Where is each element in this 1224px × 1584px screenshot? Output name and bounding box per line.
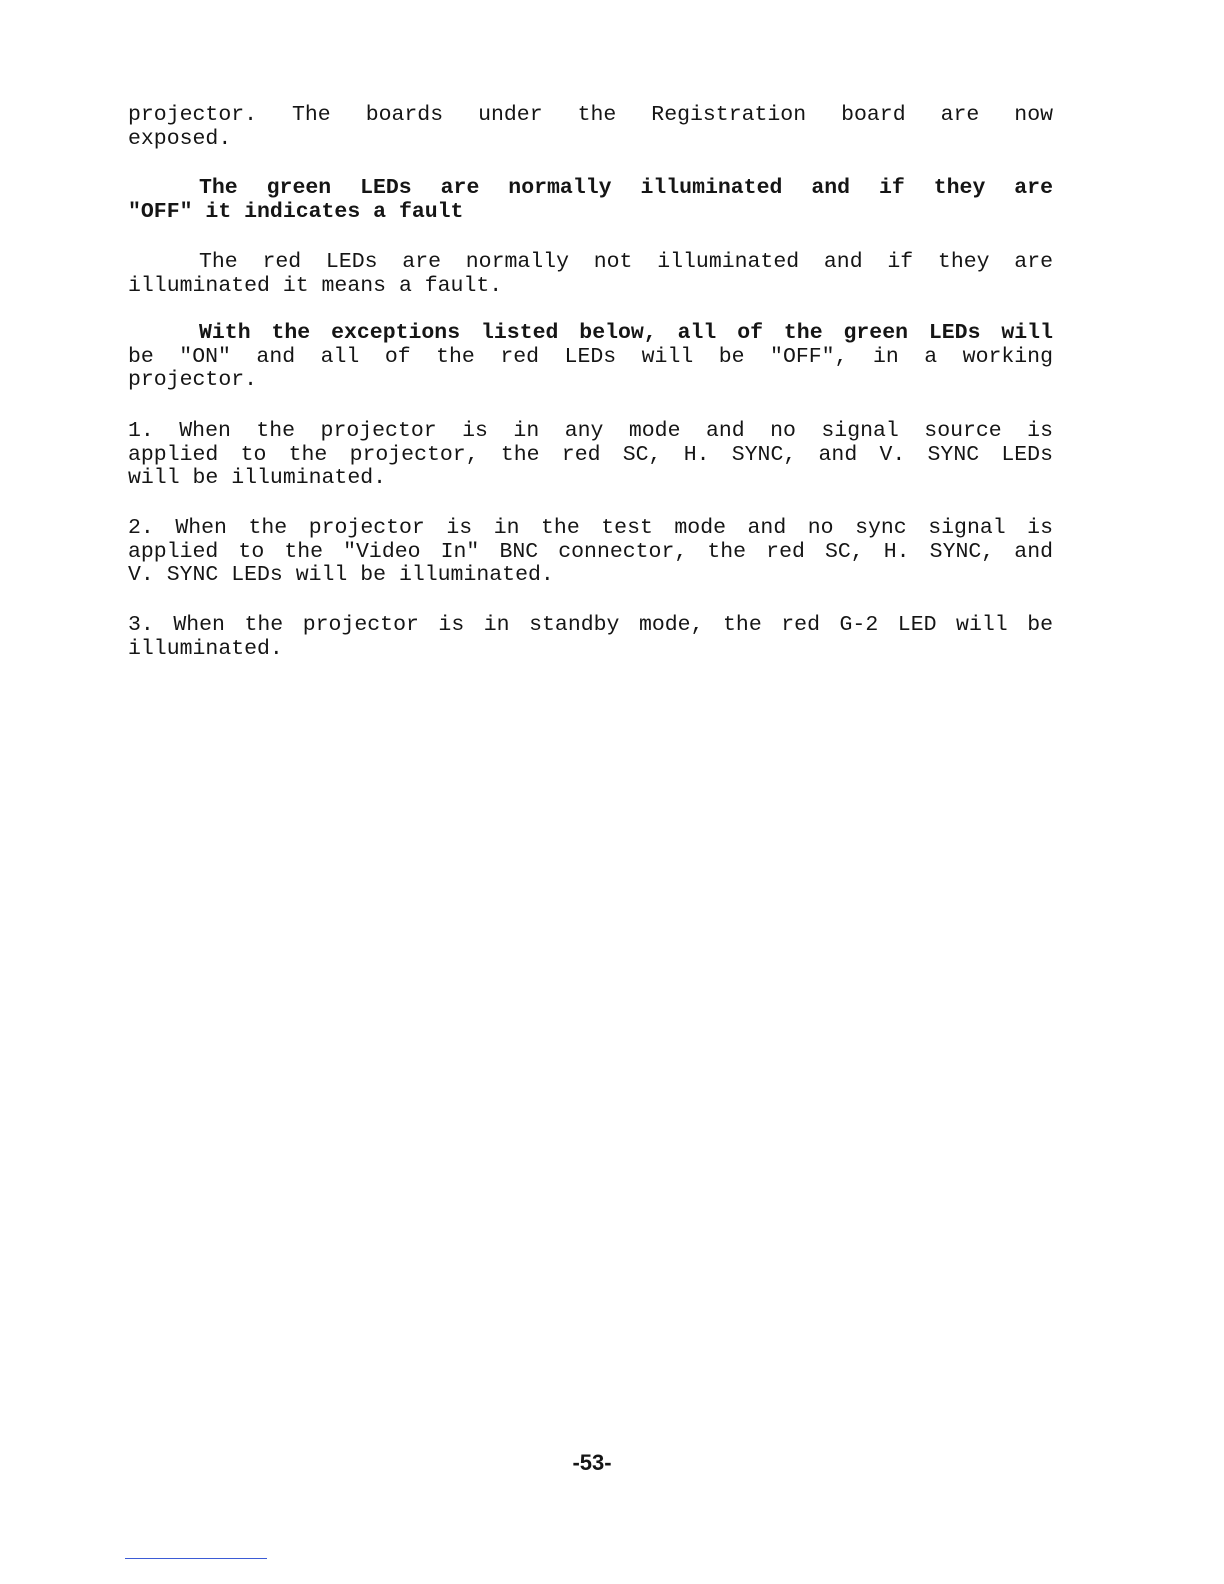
text-line: illuminated it means a fault. (128, 273, 503, 298)
text-line: The green LEDs are normally illuminated and if they are (199, 176, 1053, 200)
text-line: will be illuminated. (128, 466, 387, 490)
text-line: 2. When the projector is in the test mode and no sync signal is (128, 516, 1053, 540)
text-line: exposed. (128, 126, 232, 151)
text-line: applied to the "Video In" BNC connector, the red SC, H. SYNC, and (128, 539, 1053, 564)
paragraph-green-leds (128, 177, 1053, 224)
paragraph-registration-board (128, 104, 1053, 151)
text-line: illuminated. (128, 636, 283, 661)
text-line: projector. (128, 368, 258, 392)
footnote-rule (125, 1558, 267, 1559)
paragraph-exception-1 (128, 420, 1053, 491)
text-line: V. SYNC LEDs will be illuminated. (128, 563, 554, 587)
text-line: With the exceptions listed below, all of the green LEDs will (199, 321, 1053, 345)
paragraph-exceptions-intro (128, 322, 1053, 393)
paragraph-exception-3 (128, 614, 1053, 661)
text-line: The red LEDs are normally not illuminated and if they are (199, 250, 1053, 274)
page-number: -53- (572, 1450, 612, 1475)
paragraph-exception-2 (128, 517, 1053, 588)
text-line: projector. The boards under the Registration board are now (128, 103, 1053, 127)
text-line: 3. When the projector is in standby mode, the red G-2 LED will be (128, 613, 1053, 637)
text-line: be "ON" and all of the red LEDs will be "OFF", in a working (128, 344, 1053, 369)
text-line: applied to the projector, the red SC, H. SYNC, and V. SYNC LEDs (128, 442, 1053, 467)
paragraph-red-leds (128, 251, 1053, 298)
text-line: "OFF" it indicates a fault (128, 199, 464, 224)
text-line: 1. When the projector is in any mode and no signal source is (128, 419, 1053, 443)
